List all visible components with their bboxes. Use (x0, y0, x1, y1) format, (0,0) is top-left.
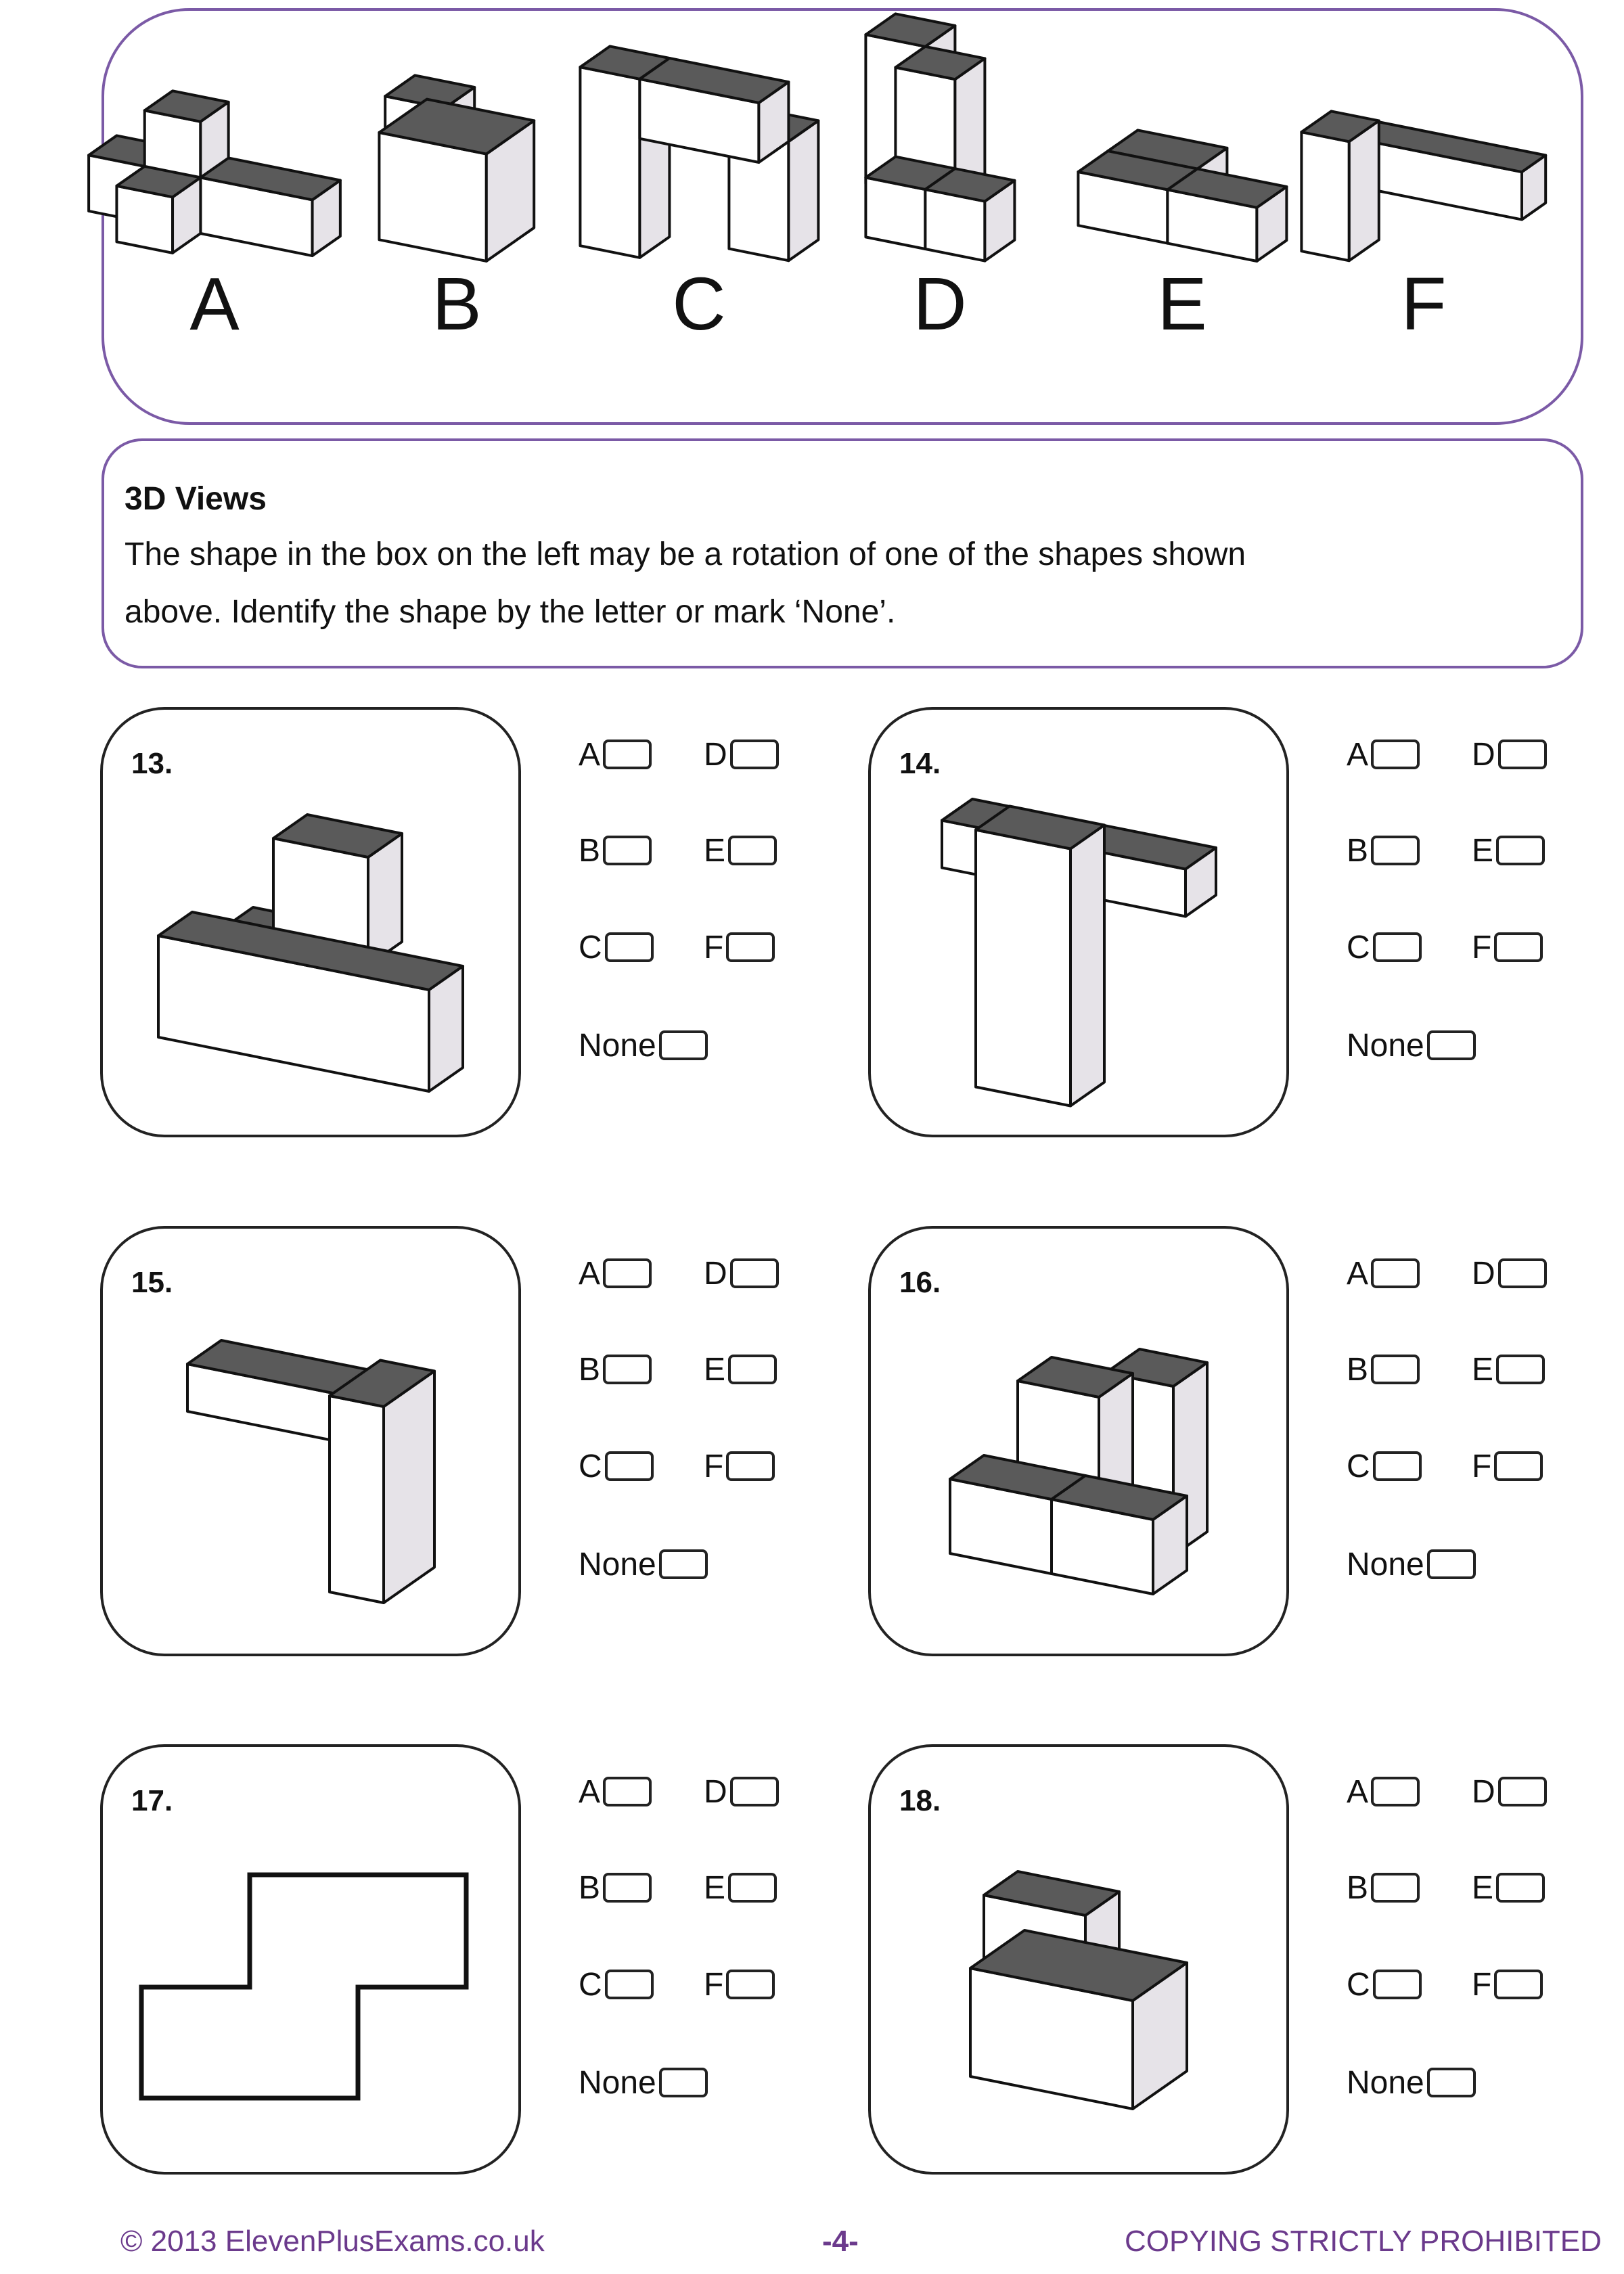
option-label: A (1347, 1255, 1369, 1292)
question-number: 15. (131, 1266, 173, 1299)
question-number: 18. (899, 1784, 941, 1817)
answer-checkbox[interactable] (726, 1970, 775, 1999)
reference-label-c: C (672, 263, 726, 346)
answer-checkbox[interactable] (726, 932, 775, 962)
question-17-option-e[interactable] (704, 1867, 777, 1908)
question-14-option-f[interactable] (1472, 927, 1543, 968)
answer-checkbox[interactable] (728, 1873, 777, 1903)
answer-checkbox[interactable] (1371, 1777, 1420, 1806)
instructions-panel (102, 438, 1583, 668)
answer-checkbox[interactable] (659, 1549, 708, 1579)
answer-checkbox[interactable] (1371, 1873, 1420, 1903)
option-label: E (1472, 1869, 1494, 1906)
reference-shape-a (86, 61, 343, 264)
question-15-option-a[interactable] (579, 1253, 652, 1294)
question-17-option-none[interactable] (579, 2062, 708, 2103)
question-18-shape (884, 1835, 1273, 2145)
reference-label-b: B (432, 263, 482, 346)
option-label: E (704, 832, 726, 869)
option-label: E (1472, 1351, 1494, 1388)
question-17-outline-figure (135, 1868, 487, 2112)
question-16-option-f[interactable] (1472, 1446, 1543, 1486)
reference-label-f: F (1401, 263, 1447, 346)
option-label: D (704, 1255, 727, 1292)
question-14-option-d[interactable] (1472, 734, 1547, 775)
option-label: C (1347, 1448, 1370, 1484)
option-label: None (1347, 1546, 1424, 1583)
question-15-figure-box (100, 1226, 521, 1656)
answer-checkbox[interactable] (1373, 1451, 1422, 1481)
shape-e-figure (1075, 127, 1290, 264)
option-label: B (579, 832, 601, 869)
option-label: F (704, 1966, 724, 2003)
question-number: 14. (899, 747, 941, 780)
answer-checkbox[interactable] (728, 1355, 777, 1384)
question-17-shape (116, 1835, 505, 2145)
reference-shape-b (328, 61, 585, 264)
question-14-option-a[interactable] (1347, 734, 1420, 775)
question-13-option-none[interactable] (579, 1025, 708, 1066)
reference-label-e: E (1157, 263, 1207, 346)
question-13-shape-figure (155, 811, 466, 1095)
answer-checkbox[interactable] (1373, 1970, 1422, 1999)
section-title: 3D Views (125, 481, 267, 517)
answer-checkbox[interactable] (1494, 1970, 1543, 1999)
option-label: F (1472, 929, 1492, 965)
answer-checkbox[interactable] (1373, 932, 1422, 962)
reference-shape-d (811, 61, 1068, 264)
question-17-option-f[interactable] (704, 1964, 775, 2005)
question-18-option-f[interactable] (1472, 1964, 1543, 2005)
question-17-option-b[interactable] (579, 1867, 652, 1908)
option-label: A (579, 1255, 601, 1292)
question-15-shape-figure (184, 1337, 438, 1606)
question-18-option-none[interactable] (1347, 2062, 1476, 2103)
option-label: B (1347, 1869, 1369, 1906)
option-label: None (1347, 1027, 1424, 1064)
answer-checkbox[interactable] (728, 836, 777, 865)
shape-f-figure (1299, 108, 1549, 264)
reference-shape-c (570, 61, 828, 264)
question-15-option-e[interactable] (704, 1349, 777, 1390)
question-16-figure-box (868, 1226, 1289, 1656)
option-label: F (1472, 1448, 1492, 1484)
option-label: E (704, 1351, 726, 1388)
question-13-figure-box (100, 707, 521, 1137)
option-label: F (704, 929, 724, 965)
option-label: F (1472, 1966, 1492, 2003)
reference-label-d: D (913, 263, 967, 346)
answer-checkbox[interactable] (659, 2068, 708, 2097)
question-14-shape (884, 798, 1273, 1108)
answer-checkbox[interactable] (603, 1873, 652, 1903)
option-label: F (704, 1448, 724, 1484)
block-side-face (1070, 825, 1104, 1106)
answer-checkbox[interactable] (1496, 836, 1545, 865)
question-16-option-b[interactable] (1347, 1349, 1420, 1390)
answer-checkbox[interactable] (603, 1258, 652, 1288)
question-16-shape-figure (947, 1346, 1211, 1597)
option-label: E (1472, 832, 1494, 869)
option-label: E (704, 1869, 726, 1906)
question-14-shape-figure (939, 796, 1219, 1110)
option-label: None (579, 2064, 656, 2101)
answer-checkbox[interactable] (603, 740, 652, 769)
question-16-option-a[interactable] (1347, 1253, 1420, 1294)
question-15-option-f[interactable] (704, 1446, 775, 1486)
option-label: D (1472, 1255, 1495, 1292)
option-label: None (579, 1027, 656, 1064)
question-13-option-d[interactable] (704, 734, 779, 775)
question-16-option-d[interactable] (1472, 1253, 1547, 1294)
question-16-shape (884, 1317, 1273, 1627)
page-number: -4- (822, 2225, 859, 2258)
reference-label-a: A (189, 263, 240, 346)
flat-shape-outline (141, 1875, 466, 2098)
option-label: None (579, 1546, 656, 1583)
question-13-option-a[interactable] (579, 734, 652, 775)
copyright-text: © 2013 ElevenPlusExams.co.uk (120, 2225, 545, 2258)
answer-checkbox[interactable] (730, 1777, 779, 1806)
answer-checkbox[interactable] (659, 1030, 708, 1060)
question-14-option-c[interactable] (1347, 927, 1422, 968)
block-front-face (1302, 133, 1349, 261)
question-number: 16. (899, 1266, 941, 1299)
answer-checkbox[interactable] (603, 836, 652, 865)
question-18-option-b[interactable] (1347, 1867, 1420, 1908)
option-label: C (1347, 929, 1370, 965)
shape-b-figure (376, 72, 537, 264)
answer-checkbox[interactable] (1494, 1451, 1543, 1481)
answer-checkbox[interactable] (603, 1777, 652, 1806)
option-label: D (1472, 736, 1495, 773)
question-17-figure-box (100, 1744, 521, 2175)
option-label: B (1347, 832, 1369, 869)
answer-checkbox[interactable] (603, 1355, 652, 1384)
answer-checkbox[interactable] (605, 932, 654, 962)
instruction-line-2: above. Identify the shape by the letter or mark ‘None’. (125, 594, 896, 630)
answer-checkbox[interactable] (726, 1451, 775, 1481)
question-18-option-e[interactable] (1472, 1867, 1545, 1908)
shape-c-figure (577, 43, 821, 264)
block-side-face (384, 1371, 434, 1604)
answer-checkbox[interactable] (1498, 1258, 1547, 1288)
option-label: D (704, 1773, 727, 1810)
copying-notice: COPYING STRICTLY PROHIBITED (1125, 2225, 1602, 2258)
option-label: A (579, 736, 601, 773)
answer-checkbox[interactable] (1427, 2068, 1476, 2097)
block-front-face (580, 68, 639, 258)
question-17-option-d[interactable] (704, 1771, 779, 1812)
option-label: B (1347, 1351, 1369, 1388)
block-front-face (976, 830, 1070, 1106)
answer-checkbox[interactable] (605, 1451, 654, 1481)
option-label: A (1347, 736, 1369, 773)
block-front-face (330, 1396, 384, 1603)
answer-checkbox[interactable] (1371, 1355, 1420, 1384)
question-13-option-f[interactable] (704, 927, 775, 968)
block-side-face (1349, 121, 1379, 261)
reference-shape-f (1295, 61, 1552, 264)
option-label: B (579, 1869, 601, 1906)
question-13-option-e[interactable] (704, 830, 777, 871)
question-number: 17. (131, 1784, 173, 1817)
option-label: C (1347, 1966, 1370, 2003)
answer-checkbox[interactable] (730, 740, 779, 769)
answer-checkbox[interactable] (1494, 932, 1543, 962)
option-label: C (579, 1966, 602, 2003)
question-18-figure-box (868, 1744, 1289, 2175)
question-16-option-none[interactable] (1347, 1544, 1476, 1585)
reference-shape-e (1054, 61, 1311, 264)
question-17-option-c[interactable] (579, 1964, 654, 2005)
answer-checkbox[interactable] (1498, 740, 1547, 769)
question-15-shape (116, 1317, 505, 1627)
option-label: D (704, 736, 727, 773)
question-15-option-b[interactable] (579, 1349, 652, 1390)
question-number: 13. (131, 747, 173, 780)
question-18-option-c[interactable] (1347, 1964, 1422, 2005)
question-17-option-a[interactable] (579, 1771, 652, 1812)
option-label: A (579, 1773, 601, 1810)
shape-d-figure (863, 11, 1018, 264)
answer-checkbox[interactable] (605, 1970, 654, 1999)
question-13-option-c[interactable] (579, 927, 654, 968)
question-15-option-none[interactable] (579, 1544, 708, 1585)
question-18-option-d[interactable] (1472, 1771, 1547, 1812)
option-label: C (579, 1448, 602, 1484)
answer-checkbox[interactable] (1427, 1030, 1476, 1060)
answer-checkbox[interactable] (1371, 740, 1420, 769)
answer-checkbox[interactable] (1371, 1258, 1420, 1288)
option-label: D (1472, 1773, 1495, 1810)
question-18-shape-figure (967, 1868, 1190, 2112)
answer-checkbox[interactable] (730, 1258, 779, 1288)
question-13-option-b[interactable] (579, 830, 652, 871)
question-15-option-d[interactable] (704, 1253, 779, 1294)
question-14-figure-box (868, 707, 1289, 1137)
answer-checkbox[interactable] (1496, 1873, 1545, 1903)
answer-checkbox[interactable] (1496, 1355, 1545, 1384)
option-label: None (1347, 2064, 1424, 2101)
question-13-shape (116, 798, 505, 1108)
answer-checkbox[interactable] (1427, 1549, 1476, 1579)
question-16-option-c[interactable] (1347, 1446, 1422, 1486)
shape-a-figure (86, 83, 343, 264)
instruction-line-1: The shape in the box on the left may be a rotation of one of the shapes shown (125, 537, 1246, 572)
option-label: C (579, 929, 602, 965)
option-label: B (579, 1351, 601, 1388)
question-15-option-c[interactable] (579, 1446, 654, 1486)
question-16-option-e[interactable] (1472, 1349, 1545, 1390)
question-14-option-b[interactable] (1347, 830, 1420, 871)
answer-checkbox[interactable] (1371, 836, 1420, 865)
answer-checkbox[interactable] (1498, 1777, 1547, 1806)
question-18-option-a[interactable] (1347, 1771, 1420, 1812)
option-label: A (1347, 1773, 1369, 1810)
question-14-option-none[interactable] (1347, 1025, 1476, 1066)
question-14-option-e[interactable] (1472, 830, 1545, 871)
